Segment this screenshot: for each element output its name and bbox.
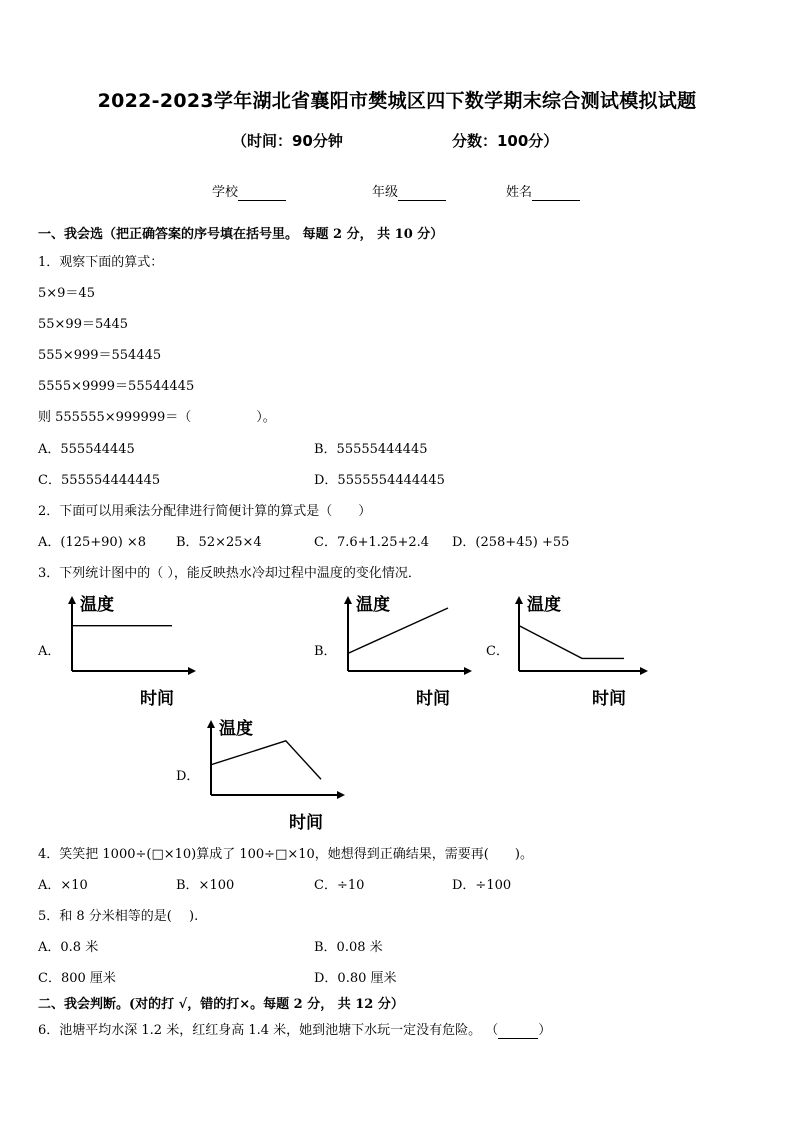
q2-option-b: B．52×25×4 — [176, 535, 262, 550]
school-label: 学校 — [212, 185, 239, 200]
x-axis-arrow — [188, 667, 196, 675]
q3-stem: 3．下列统计图中的（ ），能反映热水冷却过程中温度的变化情况． — [38, 566, 421, 581]
grade-blank[interactable] — [398, 185, 446, 201]
name-field[interactable] — [506, 181, 580, 201]
section-1-heading: 一、我会选（把正确答案的序号填在括号里。 每题 2 分， 共 10 分） — [38, 227, 444, 242]
school-field[interactable] — [212, 181, 286, 201]
y-axis-label: 温度 — [219, 719, 253, 739]
q6-answer-blank[interactable] — [498, 1023, 538, 1039]
q4-option-c: C．÷10 — [314, 878, 365, 893]
q4-option-d: D．÷100 — [452, 878, 512, 893]
temperature-line — [519, 626, 624, 659]
q5-option-b: B．0.08 米 — [314, 940, 383, 955]
q2-option-c: C．7.6+1.25+2.4 — [314, 535, 430, 550]
x-axis-arrow — [464, 667, 472, 675]
time-info: （时间：90分钟 — [232, 132, 343, 150]
q3-chart-b — [332, 588, 482, 712]
y-axis-label: 温度 — [80, 595, 114, 615]
temperature-line — [211, 741, 321, 779]
page-title: 2022-2023学年湖北省襄阳市樊城区四下数学期末综合测试模拟试题 — [97, 90, 697, 112]
q5-option-c: C．800 厘米 — [38, 971, 116, 986]
q5-stem: 5．和 8 分米相等的是( ). — [38, 909, 199, 924]
q5-option-a: A．0.8 米 — [38, 940, 99, 955]
q2-option-d: D．(258+45) +55 — [452, 535, 570, 550]
q4-stem: 4．笑笑把 1000÷(□×10)算成了 100÷□×10，她想得到正确结果，需要再( )。 — [38, 847, 533, 862]
q1-line: 5×9＝45 — [38, 286, 95, 301]
q4-option-b: B．×100 — [176, 878, 235, 893]
x-axis-arrow — [640, 667, 648, 675]
q1-line: 55×99＝5445 — [38, 317, 129, 332]
q1-option-c: C．555554444445 — [38, 473, 161, 488]
q5-option-d: D．0.80 厘米 — [314, 971, 397, 986]
q6-stem-line — [38, 1019, 551, 1039]
q1-ask: 则 555555×999999＝（ ）。 — [38, 410, 276, 425]
section-2-heading: 二、我会判断。(对的打 √，错的打×。每题 2 分， 共 12 分） — [38, 997, 404, 1012]
q3-chart-a-label: A． — [38, 644, 61, 659]
y-axis-arrow — [344, 596, 352, 604]
q3-chart-b-label: B． — [314, 644, 337, 659]
q4-option-a: A．×10 — [38, 878, 88, 893]
y-axis-label: 温度 — [527, 595, 561, 615]
name-label: 姓名 — [506, 185, 533, 200]
q1-option-a: A．555544445 — [38, 442, 135, 457]
q6-stem: 6．池塘平均水深 1.2 米，红红身高 1.4 米，她到池塘下水玩一定没有危险。 （ — [38, 1023, 499, 1038]
score-info: 分数：100分） — [452, 132, 559, 150]
x-axis-label: 时间 — [592, 689, 626, 709]
q6-stem-end: ） — [538, 1023, 552, 1038]
name-blank[interactable] — [532, 185, 580, 201]
x-axis-arrow — [337, 791, 345, 799]
x-axis-label: 时间 — [416, 689, 450, 709]
q1-option-d: D．5555554444445 — [314, 473, 445, 488]
q1-line: 5555×9999＝55544445 — [38, 379, 195, 394]
grade-label: 年级 — [372, 185, 399, 200]
q3-chart-d — [195, 712, 355, 836]
q3-chart-c-label: C． — [486, 644, 509, 659]
q1-option-b: B．55555444445 — [314, 442, 428, 457]
school-blank[interactable] — [238, 185, 286, 201]
grade-field[interactable] — [372, 181, 446, 201]
q3-chart-a — [56, 588, 206, 712]
y-axis-arrow — [515, 596, 523, 604]
y-axis-label: 温度 — [356, 595, 390, 615]
y-axis-arrow — [68, 596, 76, 604]
x-axis-label: 时间 — [140, 689, 174, 709]
y-axis-arrow — [207, 720, 215, 728]
q3-chart-d-label: D． — [176, 769, 200, 784]
x-axis-label: 时间 — [289, 813, 323, 833]
q2-option-a: A．(125+90) ×8 — [38, 535, 147, 550]
q2-stem: 2．下面可以用乘法分配律进行简便计算的算式是（ ） — [38, 504, 372, 519]
q1-line: 555×999＝554445 — [38, 348, 162, 363]
q1-stem: 1．观察下面的算式： — [38, 255, 164, 270]
q3-chart-c — [503, 588, 658, 712]
